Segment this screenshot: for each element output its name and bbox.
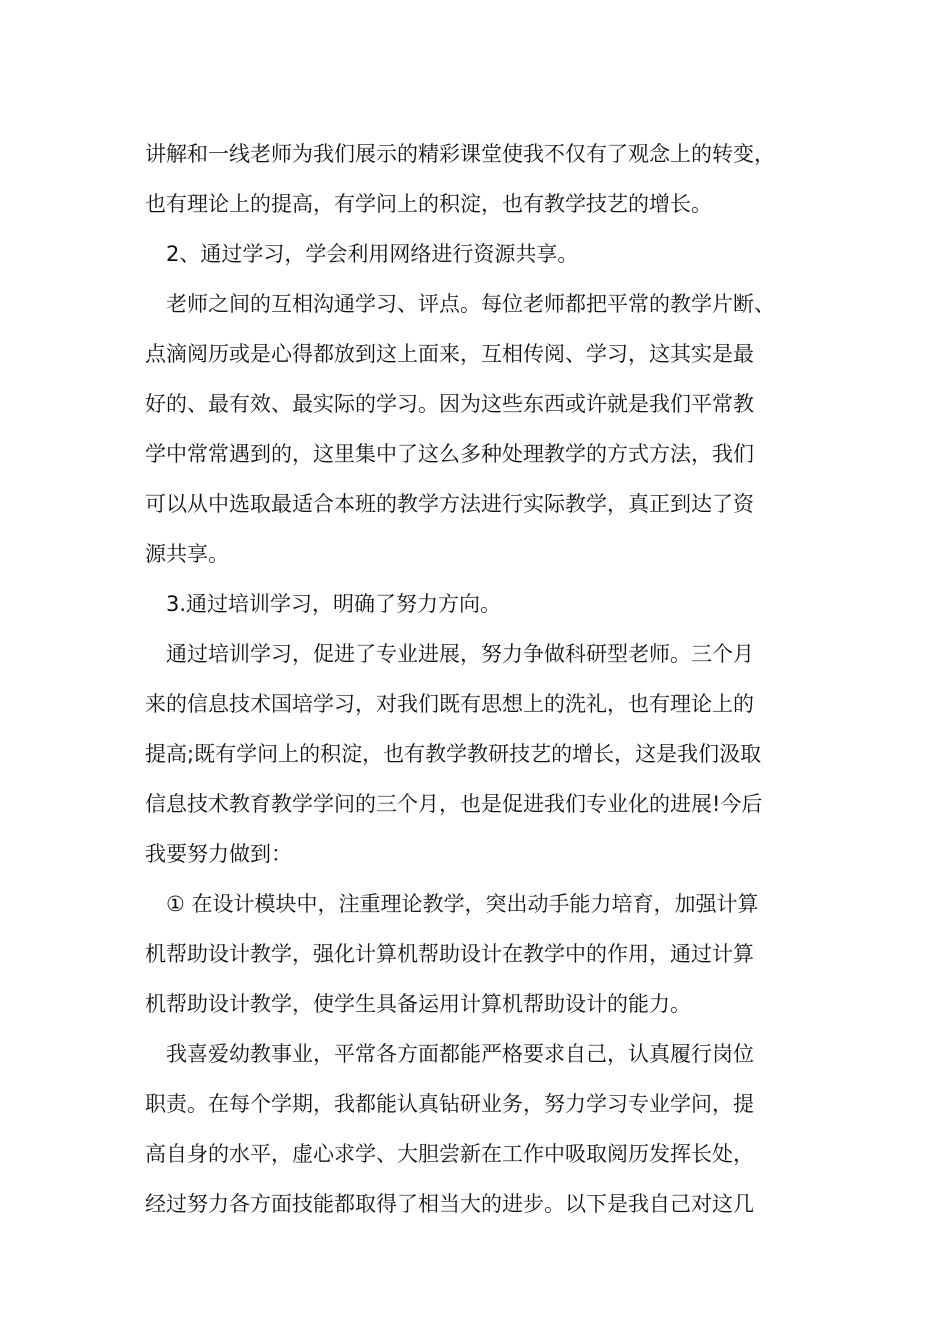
text-line: 我要努力做到： <box>145 842 292 866</box>
text-line: 机帮助设计教学，强化计算机帮助设计在教学中的作用，通过计算 <box>145 942 754 966</box>
section-heading: 3.通过培训学习，明确了努力方向。 <box>166 592 502 616</box>
text-line: 经过努力各方面技能都取得了相当大的进步。以下是我自己对这几 <box>145 1192 754 1216</box>
document-body <box>145 129 835 1229</box>
text-line: 我喜爱幼教事业，平常各方面都能严格要求自己，认真履行岗位 <box>166 1042 754 1066</box>
text-line: 高自身的水平，虚心求学、大胆尝新在工作中吸取阅历发挥长处， <box>145 1142 754 1166</box>
text-line: 机帮助设计教学，使学生具备运用计算机帮助设计的能力。 <box>145 992 691 1016</box>
text-line: 源共享。 <box>145 542 229 566</box>
section-heading: 2、通过学习，学会利用网络进行资源共享。 <box>166 242 579 266</box>
text-line: 来的信息技术国培学习，对我们既有思想上的洗礼，也有理论上的 <box>145 692 754 716</box>
text-line: 老师之间的互相沟通学习、评点。每位老师都把平常的教学片断、 <box>166 292 775 316</box>
text-line: 点滴阅历或是心得都放到这上面来，互相传阅、学习，这其实是最 <box>145 342 754 366</box>
text-line: 讲解和一线老师为我们展示的精彩课堂使我不仅有了观念上的转变， <box>145 142 775 166</box>
text-line: 信息技术教育教学学问的三个月，也是促进我们专业化的进展!今后 <box>145 792 763 816</box>
text-line: 通过培训学习，促进了专业进展，努力争做科研型老师。三个月 <box>166 642 754 666</box>
text-line: 好的、最有效、最实际的学习。因为这些东西或许就是我们平常教 <box>145 392 754 416</box>
text-line: 提高;既有学问上的积淀，也有教学教研技艺的增长，这是我们汲取 <box>145 742 762 766</box>
list-item: ① 在设计模块中，注重理论教学，突出动手能力培育，加强计算 <box>166 892 759 916</box>
text-line: 可以从中选取最适合本班的教学方法进行实际教学，真正到达了资 <box>145 492 754 516</box>
text-line: 也有理论上的提高，有学问上的积淀，也有教学技艺的增长。 <box>145 192 712 216</box>
text-line: 学中常常遇到的，这里集中了这么多种处理教学的方式方法，我们 <box>145 442 754 466</box>
text-line: 职责。在每个学期，我都能认真钻研业务，努力学习专业学问，提 <box>145 1092 754 1116</box>
